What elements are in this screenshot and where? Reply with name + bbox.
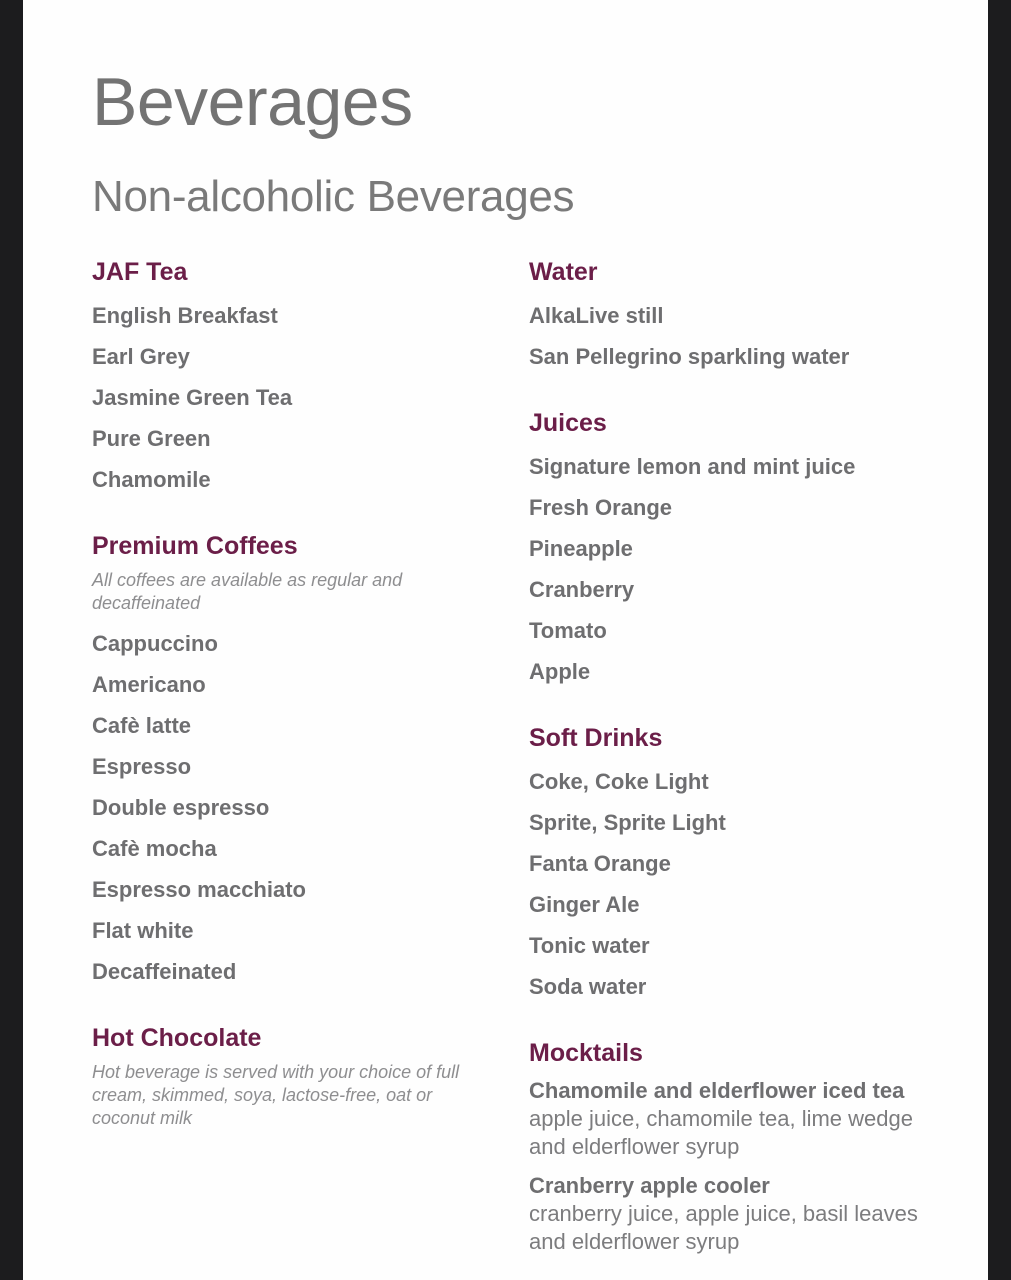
section-juices: [529, 405, 929, 692]
section-coffees: [92, 528, 492, 992]
left-column: [92, 254, 492, 1138]
menu-item: Jasmine Green Tea: [92, 385, 293, 410]
menu-item: Coke, Coke Light: [529, 769, 709, 794]
mocktail-name: Cranberry apple cooler: [529, 1173, 770, 1198]
section-heading: Juices: [529, 409, 607, 437]
menu-item: Signature lemon and mint juice: [529, 454, 856, 479]
menu-item: Espresso: [92, 754, 192, 779]
menu-item: Pineapple: [529, 536, 633, 561]
menu-item: Earl Grey: [92, 344, 190, 369]
page-title: Beverages: [92, 64, 413, 140]
section-tea: [92, 254, 492, 500]
menu-item: AlkaLive still: [529, 303, 664, 328]
section-note: All coffees are available as regular and decaffeinated: [92, 570, 403, 613]
section-heading: Water: [529, 258, 598, 286]
section-heading: Premium Coffees: [92, 532, 298, 560]
menu-item: Espresso macchiato: [92, 877, 306, 902]
menu-item: Apple: [529, 659, 591, 684]
menu-item: Tomato: [529, 618, 607, 643]
section-soft-drinks: [529, 720, 929, 1007]
mocktail-name: Chamomile and elderflower iced tea: [529, 1078, 905, 1103]
section-heading: JAF Tea: [92, 258, 188, 286]
menu-item: Cappuccino: [92, 631, 218, 656]
menu-item: Tonic water: [529, 933, 650, 958]
menu-item: English Breakfast: [92, 303, 278, 328]
menu-item: Decaffeinated: [92, 959, 237, 984]
section-mocktails: [529, 1035, 929, 1256]
section-hot-chocolate: [92, 1020, 492, 1130]
menu-item: Flat white: [92, 918, 194, 943]
menu-page: [23, 0, 988, 1280]
mocktail-description: apple juice, chamomile tea, lime wedge and elderflower syrup: [529, 1106, 913, 1159]
section-heading: Hot Chocolate: [92, 1024, 262, 1052]
menu-item: Ginger Ale: [529, 892, 640, 917]
menu-item: Fresh Orange: [529, 495, 673, 520]
menu-item: Double espresso: [92, 795, 270, 820]
menu-item: Americano: [92, 672, 206, 697]
section-heading: Mocktails: [529, 1039, 643, 1067]
menu-item: Cranberry: [529, 577, 635, 602]
right-column: [529, 254, 929, 1266]
section-heading: Soft Drinks: [529, 724, 663, 752]
mocktail-description: cranberry juice, apple juice, basil leaves and elderflower syrup: [529, 1201, 918, 1254]
menu-item: San Pellegrino sparkling water: [529, 344, 850, 369]
menu-item: Fanta Orange: [529, 851, 671, 876]
menu-item: Pure Green: [92, 426, 211, 451]
menu-item: Chamomile: [92, 467, 211, 492]
section-note: Hot beverage is served with your choice of full cream, skimmed, soya, lactose-free, oat or coconut milk: [92, 1062, 460, 1128]
menu-item: Cafè mocha: [92, 836, 217, 861]
menu-item: Cafè latte: [92, 713, 192, 738]
section-water: [529, 254, 929, 377]
page-subtitle: Non-alcoholic Beverages: [92, 172, 575, 221]
mocktail-item: [529, 1076, 929, 1161]
menu-item: Soda water: [529, 974, 647, 999]
menu-item: Sprite, Sprite Light: [529, 810, 726, 835]
mocktail-item: [529, 1171, 929, 1256]
